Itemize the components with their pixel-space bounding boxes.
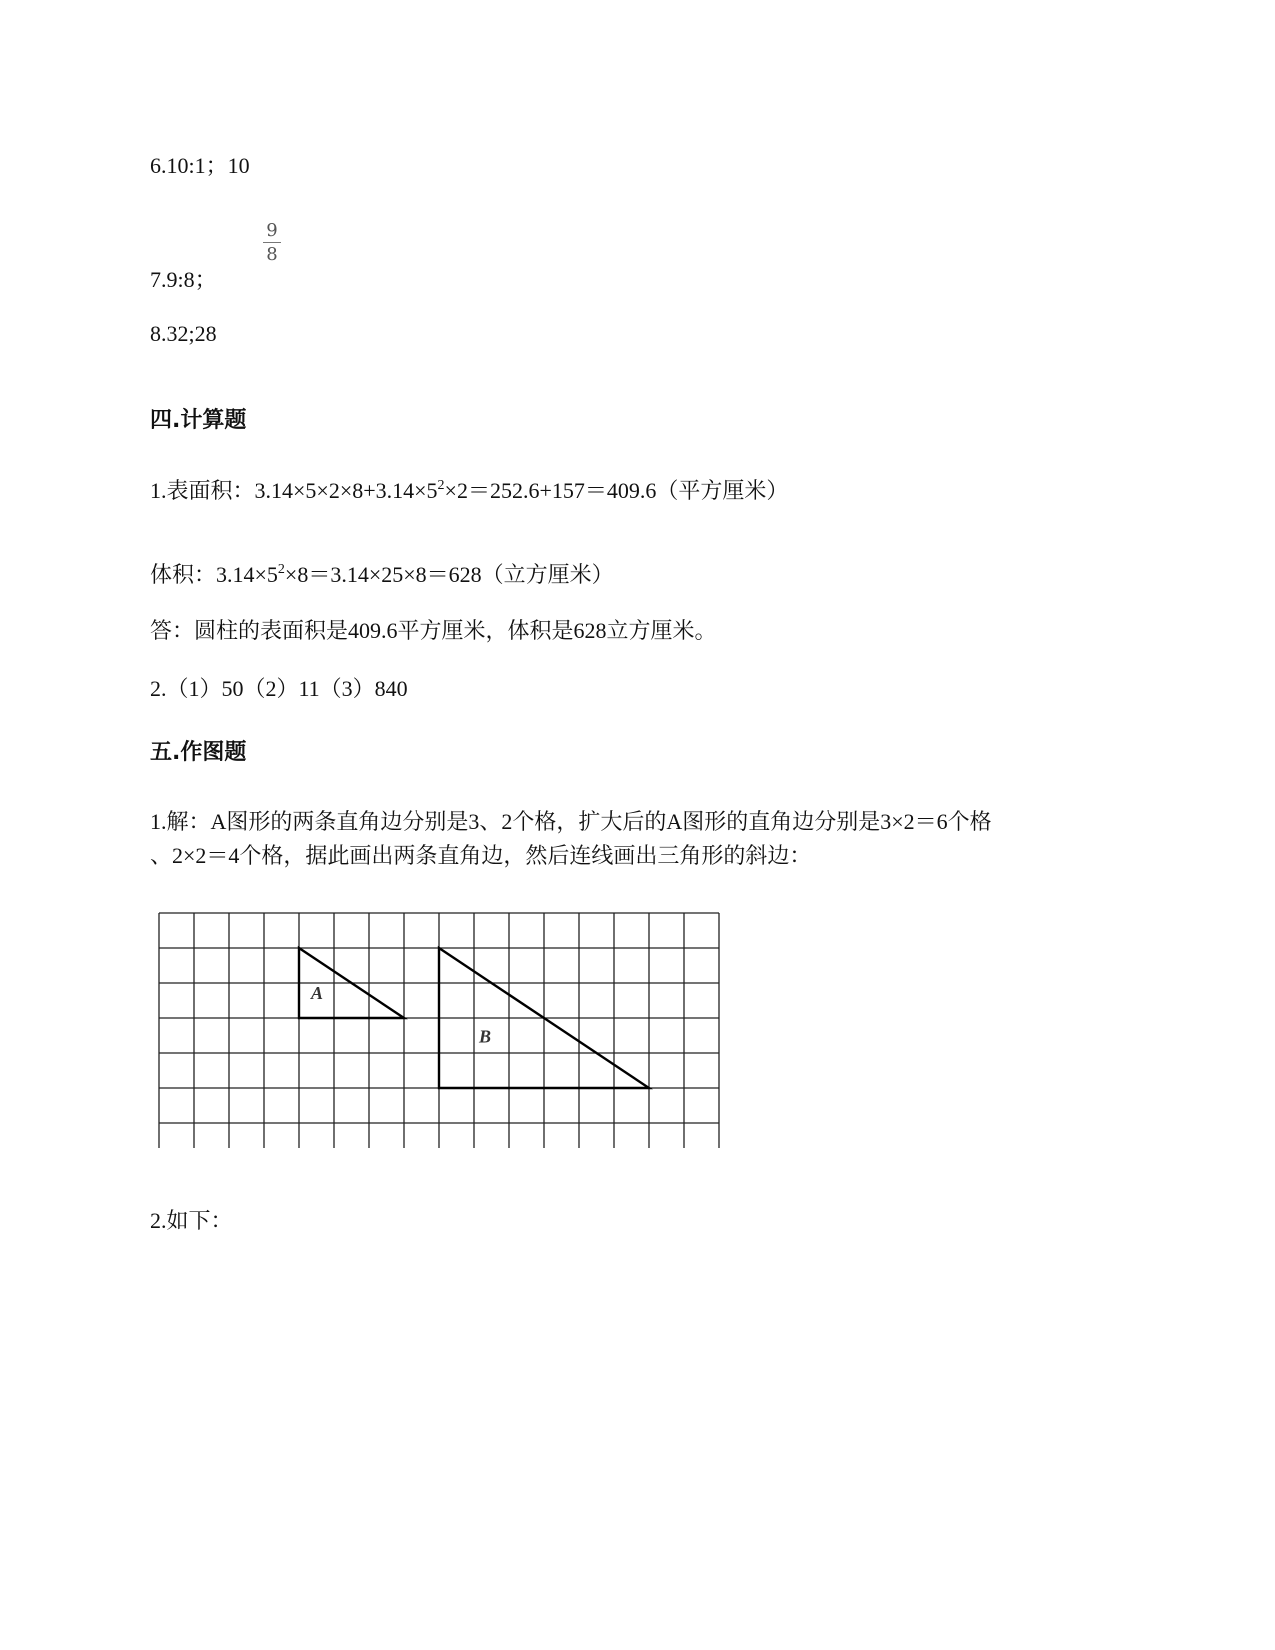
volume-exponent: 2 xyxy=(277,562,285,577)
fraction-bar xyxy=(263,242,281,243)
surface-exponent: 2 xyxy=(437,478,445,493)
drawing-q2: 2.如下： xyxy=(150,1208,233,1233)
volume-formula-part1: 体积：3.14×5 xyxy=(150,562,278,587)
calc-q1-volume xyxy=(150,564,614,586)
answer-8: 8.32;28 xyxy=(150,321,217,346)
drawing-q1-line2: 、2×2＝4个格，据此画出两条直角边，然后连线画出三角形的斜边： xyxy=(150,843,812,868)
calc-q2: 2.（1）50（2）11（3）840 xyxy=(150,676,408,701)
section-5-heading: 五.作图题 xyxy=(150,740,247,765)
surface-formula-part1: 1.表面积：3.14×5×2×8+3.14×5 xyxy=(150,478,438,503)
grid-figure xyxy=(158,912,720,1148)
fraction-numerator: 9 xyxy=(266,220,278,241)
calc-q1-answer: 答：圆柱的表面积是409.6平方厘米，体积是628立方厘米。 xyxy=(150,618,717,643)
triangle-a-label: A xyxy=(311,982,324,1003)
fraction-9-8 xyxy=(262,222,282,264)
volume-formula-part2: ×8＝3.14×25×8＝628（立方厘米） xyxy=(284,562,614,587)
section-4-heading: 四.计算题 xyxy=(150,408,247,433)
surface-formula-part2: ×2＝252.6+157＝409.6（平方厘米） xyxy=(444,478,789,503)
drawing-q1-line1: 1.解：A图形的两条直角边分别是3、2个格，扩大后的A图形的直角边分别是3×2＝6个格 xyxy=(150,809,992,834)
calc-q1-surface-area xyxy=(150,480,788,502)
answer-7: 7.9:8； xyxy=(150,267,217,292)
triangle-b-label: B xyxy=(479,1026,492,1047)
fraction-denominator: 8 xyxy=(266,244,278,265)
answer-6: 6.10:1；10 xyxy=(150,153,250,178)
